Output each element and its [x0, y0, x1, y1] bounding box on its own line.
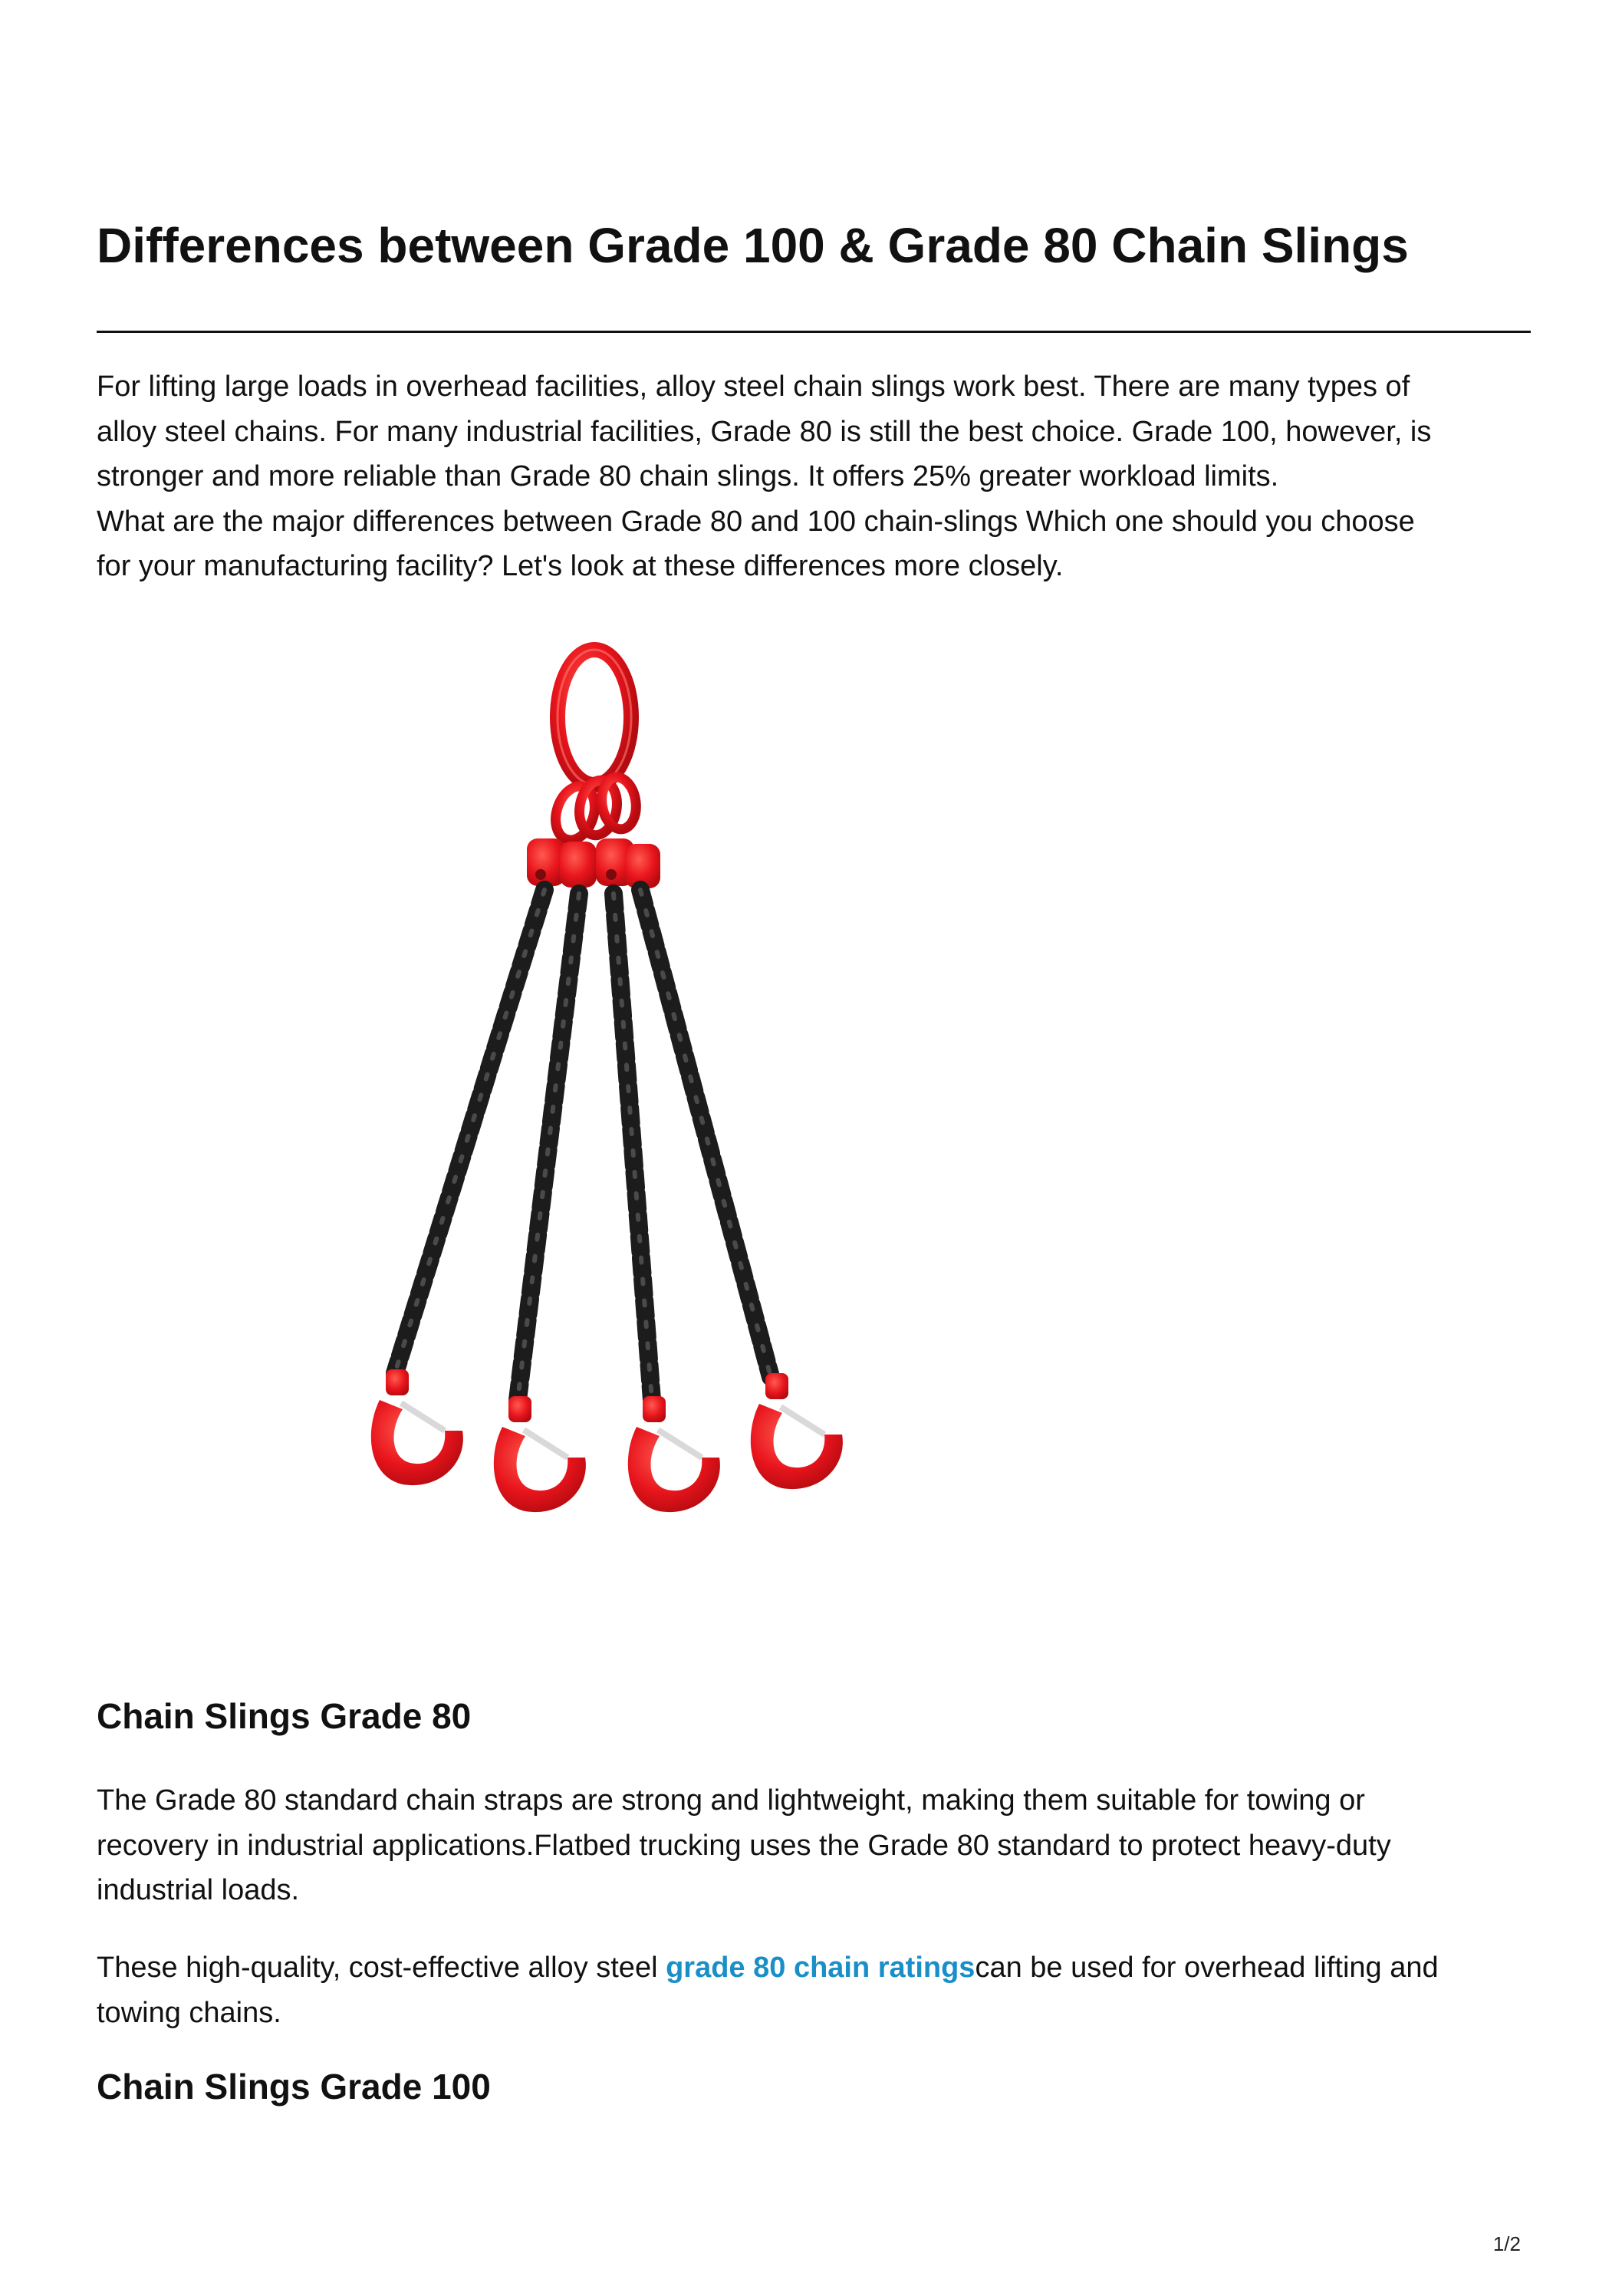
title-divider	[97, 331, 1531, 333]
grade-80-ratings-paragraph	[97, 1945, 1538, 2035]
page-number: 1/2	[1492, 2232, 1521, 2255]
grade-80-paragraph: The Grade 80 standard chain straps are strong and lightweight, making them suitable for towing or recovery in industrial applications.Flatbed trucking uses the Grade 80 standard to protect heavy-duty industrial loads.	[97, 1784, 1391, 1906]
four-leg-chain-sling-icon	[311, 625, 863, 1592]
intro-paragraph: For lifting large loads in overhead facilities, alloy steel chain slings work best. There are many types of alloy steel chains. For many industrial facilities, Grade 80 is still the best choice. Grade 100, however, is stronger and more reliable than Grade 80 chain slings. It offers 25% greater workload limits. What are the major differences between Grade 80 and 100 chain-slings Which one should you choose for your manufacturing facility? Let's look at these differences more closely.	[97, 371, 1432, 582]
page-title: Differences between Grade 100 & Grade 80 Chain Slings	[97, 218, 1409, 273]
paragraph-text-before-link: These high-quality, cost-effective alloy steel	[97, 1952, 666, 1984]
paragraph-text-after-link: can be used for overhead lifting and towing chains.	[97, 1952, 1439, 2029]
four-leg-chain-sling-image	[311, 625, 863, 1592]
section-heading-grade-100: Chain Slings Grade 100	[97, 2067, 491, 2107]
section-heading-grade-80: Chain Slings Grade 80	[97, 1696, 472, 1736]
grade-80-chain-ratings-link[interactable]: grade 80 chain ratings	[666, 1952, 976, 1984]
